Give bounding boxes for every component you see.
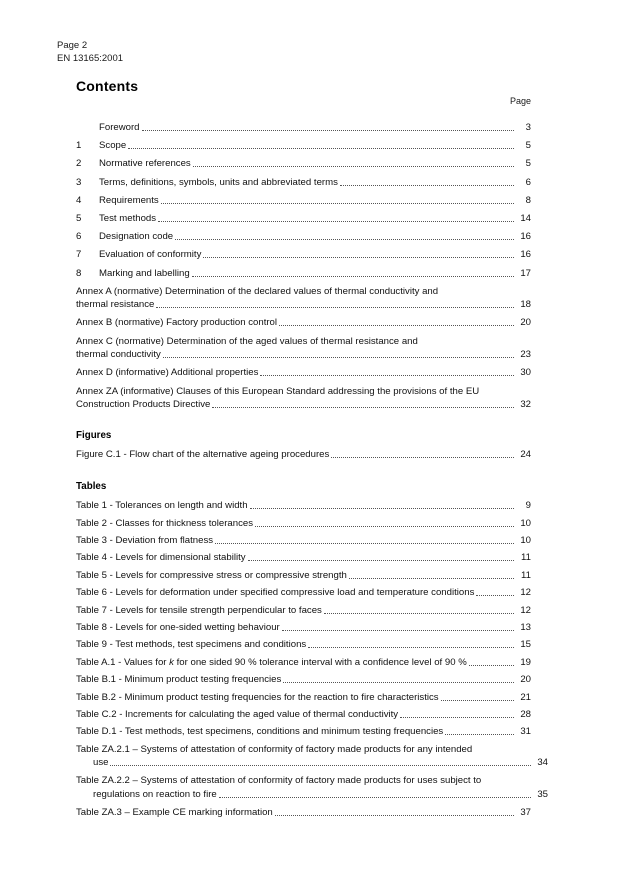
dot-leader: [161, 202, 514, 204]
toc-page-number: 15: [520, 639, 531, 651]
toc-entry-label: Table 2 - Classes for thickness tolerances: [76, 517, 254, 529]
toc-page-number: 17: [520, 267, 531, 279]
page-column-header: Page: [509, 96, 531, 106]
toc-entry-label: Table ZA.2.1 – Systems of attestation of conformity of factory made products for any intended: [76, 743, 473, 755]
toc-entry[interactable]: [76, 500, 531, 511]
toc-entry-label: Table 9 - Test methods, test specimens and conditions: [76, 639, 307, 651]
dot-leader: [193, 165, 514, 167]
toc-clause-number: 5: [76, 212, 82, 224]
toc-entry[interactable]: [76, 692, 531, 703]
toc-page-number: 16: [520, 249, 531, 261]
toc-entry-label: Annex B (normative) Factory production control: [76, 317, 278, 329]
toc-page-number: 19: [520, 656, 531, 668]
toc-entry-label: Foreword: [99, 122, 140, 133]
toc-entry[interactable]: [76, 587, 531, 598]
figures-heading: Figures: [76, 430, 112, 442]
toc-page-number: 18: [520, 299, 531, 311]
toc-entry-label: use: [93, 757, 109, 769]
clause-entry-list: [76, 122, 531, 279]
dot-leader: [255, 525, 514, 527]
toc-entry[interactable]: [76, 231, 531, 242]
toc-page-number: 6: [525, 176, 531, 188]
toc-page-number: 12: [520, 604, 531, 616]
toc-clause-number: 3: [76, 176, 82, 188]
toc-entry-label: Table ZA.2.2 – Systems of attestation of conformity of factory made products for uses subject to: [76, 775, 482, 787]
dot-leader: [400, 716, 514, 718]
toc-page-number: 11: [521, 552, 531, 564]
toc-entry-label: Table D.1 - Test methods, test specimens, conditions and minimum testing frequencies: [76, 726, 444, 738]
figure-entry-list: [76, 449, 531, 460]
toc-entry-label: regulations on reaction to fire: [93, 789, 217, 801]
header-page-label: Page 2: [57, 40, 88, 51]
toc-entry[interactable]: [76, 726, 531, 737]
toc-entry[interactable]: [76, 249, 531, 260]
toc-page-number: 23: [520, 349, 531, 361]
toc-entry[interactable]: [76, 177, 531, 188]
toc-entry[interactable]: [76, 552, 531, 563]
toc-entry-label: thermal conductivity: [76, 349, 161, 361]
dot-leader: [248, 559, 514, 561]
toc-entry-label: Table C.2 - Increments for calculating the aged value of thermal conductivity: [76, 708, 399, 720]
toc-entry[interactable]: [76, 386, 531, 411]
table-of-contents: [76, 122, 548, 825]
toc-entry[interactable]: [76, 743, 548, 769]
toc-entry-label: Figure C.1 - Flow chart of the alternative ageing procedures: [76, 449, 330, 461]
toc-entry-label: Table B.2 - Minimum product testing frequencies for the reaction to fire characteristics: [76, 691, 439, 703]
dot-leader: [219, 796, 531, 798]
toc-entry[interactable]: [76, 122, 531, 133]
dot-leader: [192, 275, 514, 277]
toc-entry-label: Designation code: [99, 231, 174, 243]
toc-page-number: 34: [537, 757, 548, 769]
toc-page-number: 24: [520, 449, 531, 461]
toc-page-number: 12: [520, 587, 531, 599]
toc-entry-label: Annex A (normative) Determination of the declared values of thermal conductivity and: [76, 285, 439, 297]
toc-entry[interactable]: [76, 807, 531, 818]
toc-entry[interactable]: [76, 336, 531, 361]
toc-entry-label: Table A.1 - Values for k for one sided 90 % tolerance interval with a confidence level of 90 %: [76, 656, 467, 668]
dot-leader: [260, 374, 514, 376]
toc-entry[interactable]: [76, 367, 531, 378]
toc-entry[interactable]: [76, 195, 531, 206]
toc-entry[interactable]: [76, 674, 531, 685]
toc-page-number: 21: [520, 691, 531, 703]
table-entry-list: [76, 500, 548, 819]
toc-entry[interactable]: [76, 140, 531, 151]
dot-leader: [283, 681, 514, 683]
toc-entry[interactable]: [76, 657, 531, 668]
toc-entry[interactable]: [76, 268, 531, 279]
dot-leader: [324, 612, 514, 614]
italic-symbol: k: [169, 656, 174, 668]
dot-leader: [340, 184, 514, 186]
toc-page-number: 3: [525, 122, 531, 133]
toc-entry-label: Requirements: [99, 194, 159, 206]
dot-leader: [203, 256, 514, 258]
dot-leader: [331, 456, 514, 458]
dot-leader: [175, 238, 514, 240]
toc-page-number: 8: [525, 194, 531, 206]
dot-leader: [142, 129, 514, 131]
dot-leader: [441, 699, 514, 701]
toc-page-number: 16: [520, 231, 531, 243]
toc-entry-label: Annex D (informative) Additional properties: [76, 367, 259, 379]
page-title: Contents: [76, 78, 139, 94]
toc-page-number: 31: [520, 726, 531, 738]
header-standard-number: EN 13165:2001: [57, 52, 124, 64]
toc-entry-label: Terms, definitions, symbols, units and abbreviated terms: [99, 176, 338, 188]
dot-leader: [275, 814, 514, 816]
toc-entry-label: Test methods: [99, 212, 157, 224]
toc-clause-number: 1: [76, 140, 82, 152]
toc-page-number: 5: [525, 140, 531, 152]
dot-leader: [308, 646, 514, 648]
toc-entry[interactable]: [76, 639, 531, 650]
toc-entry[interactable]: [76, 570, 531, 581]
toc-entry[interactable]: [76, 535, 531, 546]
dot-leader: [215, 542, 514, 544]
dot-leader: [163, 356, 514, 358]
toc-page-number: 20: [520, 674, 531, 686]
toc-page-number: 11: [521, 569, 531, 581]
dot-leader: [279, 324, 514, 326]
toc-page-number: 10: [520, 517, 531, 529]
running-header: [57, 40, 123, 65]
toc-entry-label: Table 6 - Levels for deformation under specified compressive load and temperature conditions: [76, 587, 475, 599]
toc-entry-label: Table ZA.3 – Example CE marking information: [76, 807, 273, 819]
dot-leader: [349, 577, 514, 579]
toc-page-number: 30: [520, 367, 531, 379]
toc-entry-label: Evaluation of conformity: [99, 249, 202, 261]
toc-entry-label: Table 7 - Levels for tensile strength perpendicular to faces: [76, 604, 322, 616]
dot-leader: [469, 664, 514, 666]
toc-page-number: 5: [525, 158, 531, 170]
toc-page-number: 35: [537, 789, 548, 801]
toc-entry[interactable]: [76, 158, 531, 169]
toc-entry[interactable]: [76, 605, 531, 616]
toc-page-number: 9: [525, 500, 531, 512]
toc-entry[interactable]: [76, 213, 531, 224]
toc-entry-label: Table 4 - Levels for dimensional stability: [76, 552, 246, 564]
toc-clause-number: 6: [76, 231, 82, 243]
toc-clause-number: 7: [76, 249, 82, 261]
dot-leader: [476, 594, 514, 596]
toc-entry-label: Annex C (normative) Determination of the aged values of thermal resistance and: [76, 335, 418, 347]
toc-entry-label: Construction Products Directive: [76, 399, 211, 411]
dot-leader: [212, 406, 514, 408]
tables-heading: Tables: [76, 481, 107, 493]
toc-entry-label: Table 1 - Tolerances on length and width: [76, 500, 248, 512]
toc-entry-label: Scope: [99, 140, 127, 152]
toc-clause-number: 2: [76, 158, 82, 170]
toc-entry[interactable]: [76, 518, 531, 529]
toc-page-number: 10: [520, 535, 531, 546]
toc-entry[interactable]: [76, 709, 531, 720]
toc-entry-label: Normative references: [99, 158, 191, 170]
toc-entry[interactable]: [76, 317, 531, 328]
dot-leader: [110, 764, 531, 766]
toc-entry-label: thermal resistance: [76, 299, 155, 311]
dot-leader: [158, 220, 514, 222]
toc-entry[interactable]: [76, 449, 531, 460]
toc-clause-number: 8: [76, 267, 82, 279]
toc-entry-label: Table 5 - Levels for compressive stress or compressive strength: [76, 569, 347, 581]
toc-entry-label: Table 3 - Deviation from flatness: [76, 535, 214, 546]
toc-page-number: 13: [520, 621, 531, 633]
dot-leader: [445, 733, 514, 735]
dot-leader: [282, 629, 514, 631]
toc-page-number: 28: [520, 708, 531, 720]
toc-entry-label: Table 8 - Levels for one-sided wetting behaviour: [76, 621, 280, 633]
toc-entry-label: Table B.1 - Minimum product testing frequencies: [76, 674, 282, 686]
toc-entry[interactable]: [76, 622, 531, 633]
toc-entry[interactable]: [76, 286, 531, 311]
toc-page-number: 14: [520, 212, 531, 224]
toc-entry-label: Marking and labelling: [99, 267, 190, 279]
annex-entry-list: [76, 286, 531, 411]
toc-page-number: 37: [520, 807, 531, 819]
dot-leader: [128, 147, 514, 149]
toc-clause-number: 4: [76, 194, 82, 206]
toc-page-number: 20: [520, 317, 531, 329]
dot-leader: [250, 507, 514, 509]
toc-entry[interactable]: [76, 775, 548, 801]
dot-leader: [156, 306, 514, 308]
toc-entry-label: Annex ZA (informative) Clauses of this European Standard addressing the provisions of the EU: [76, 385, 480, 397]
toc-page-number: 32: [520, 399, 531, 411]
